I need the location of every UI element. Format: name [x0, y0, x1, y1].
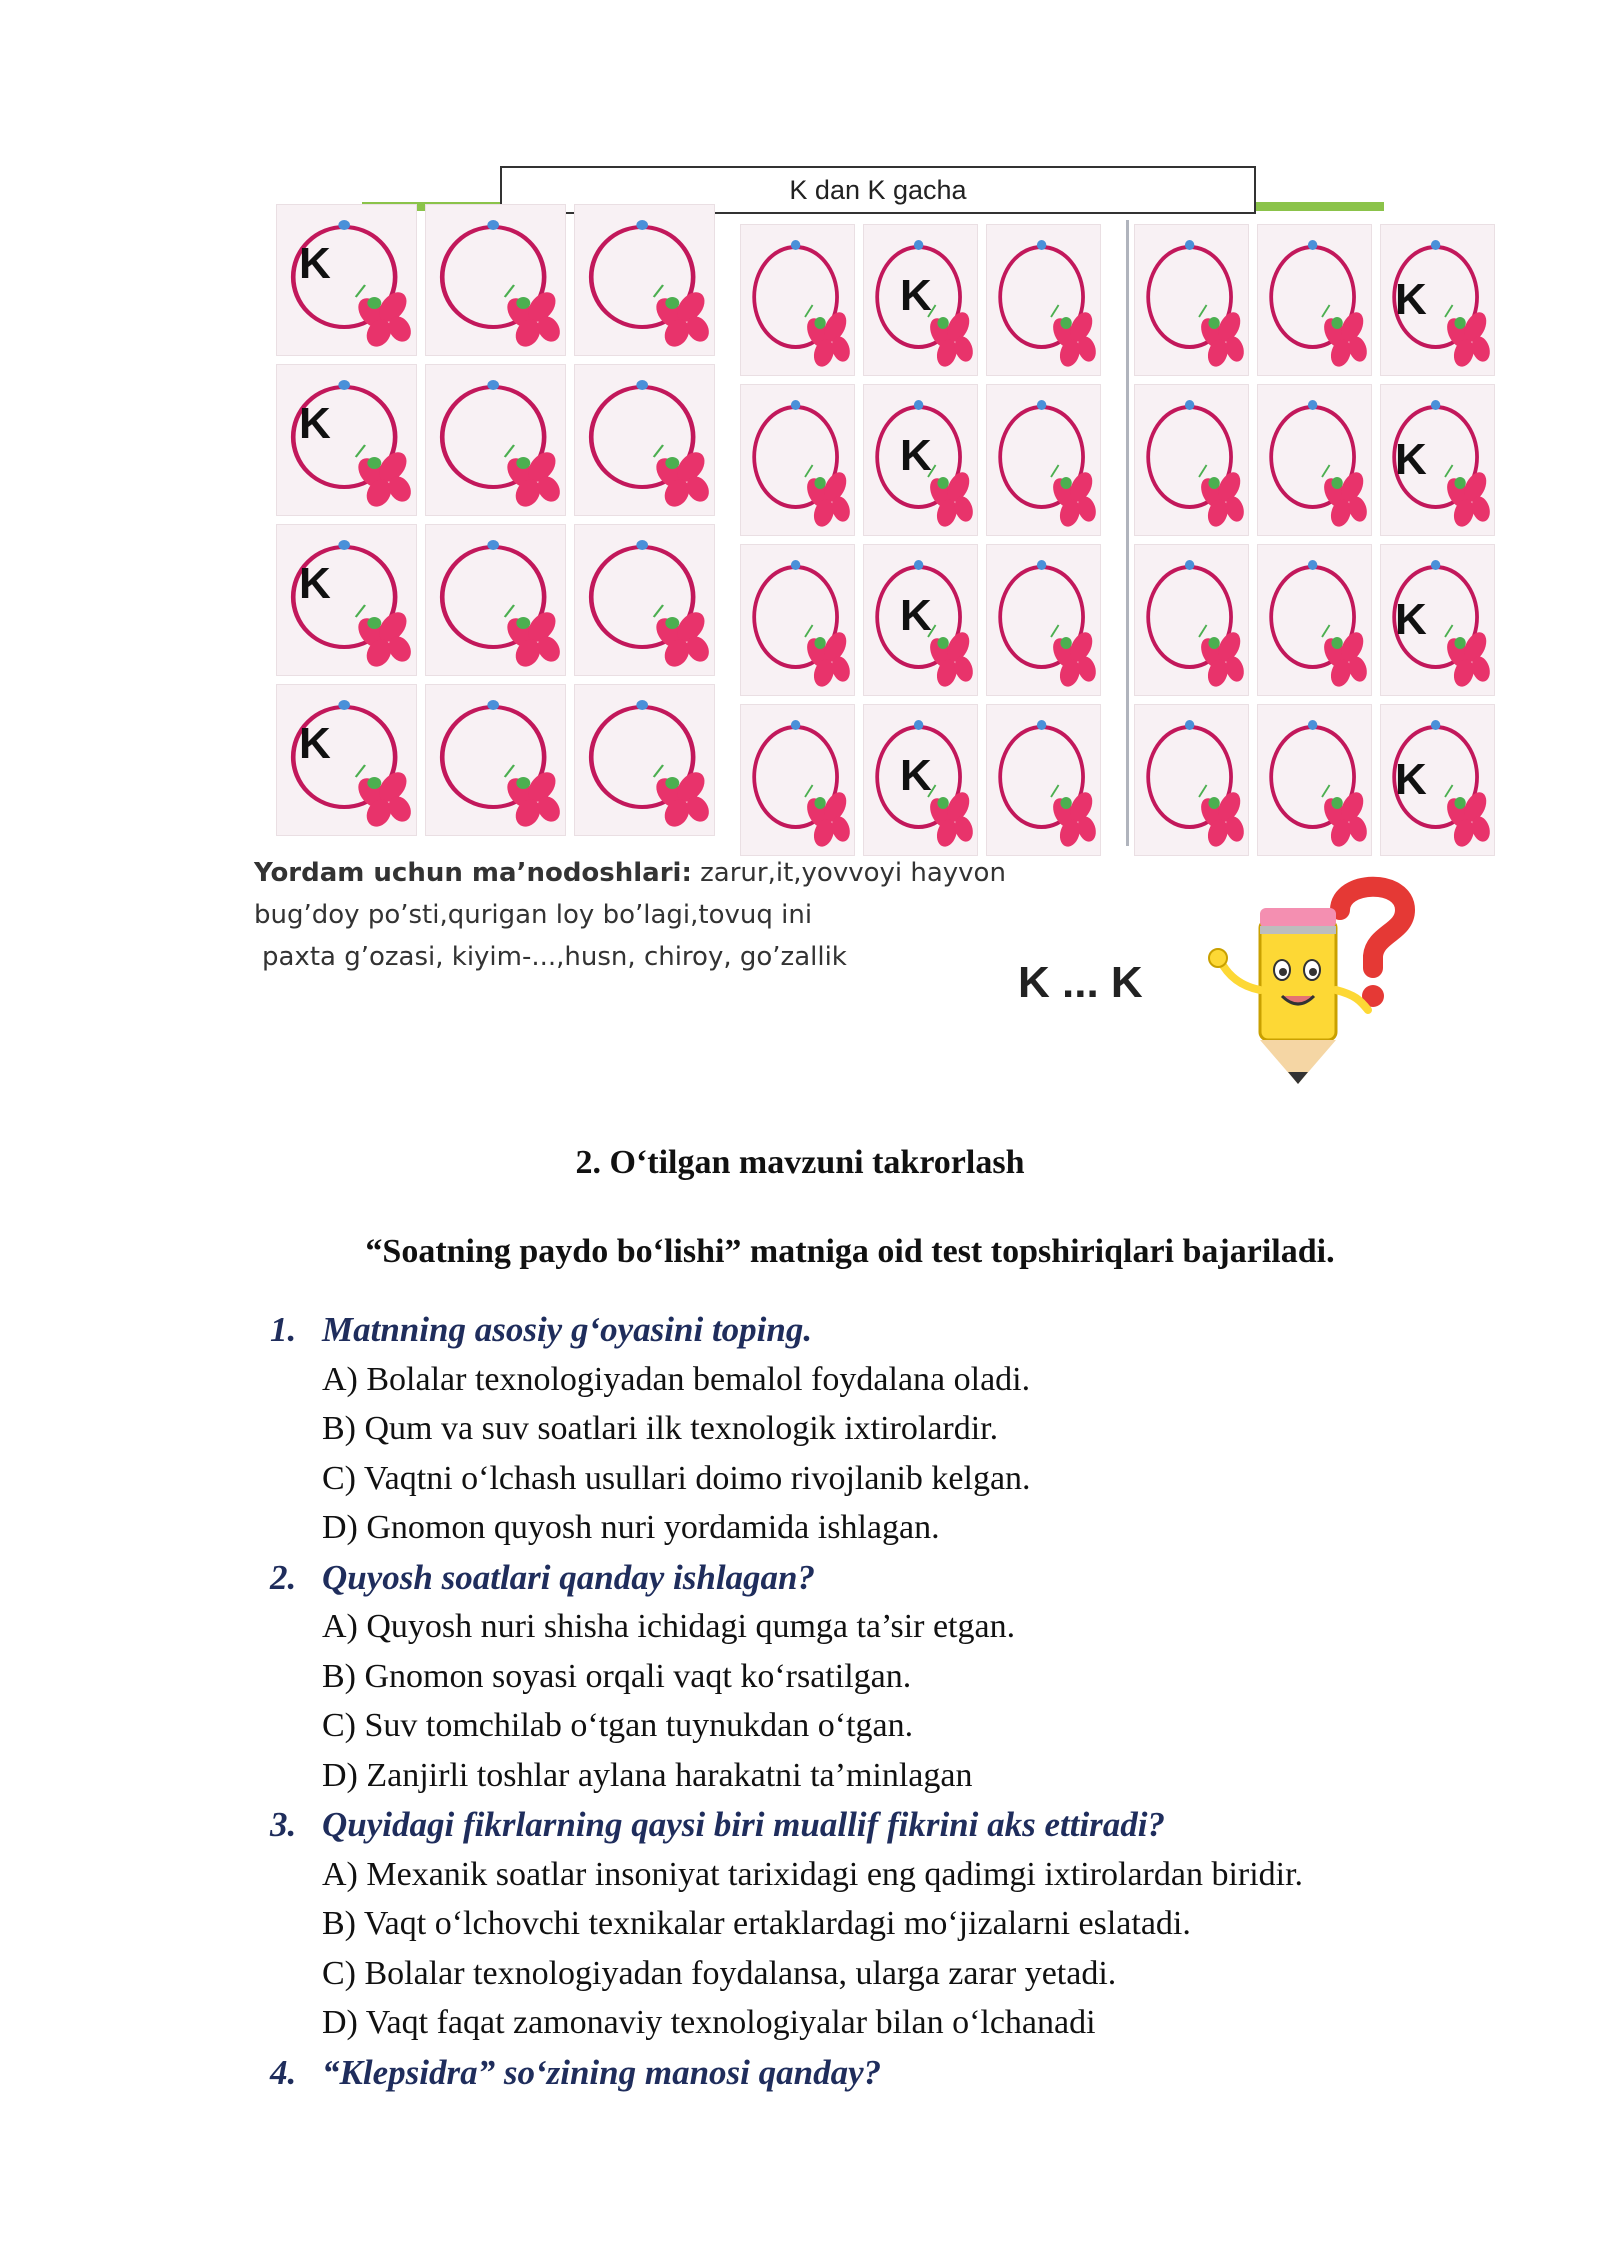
question-heading	[270, 2048, 1470, 2098]
flower-wreath-icon	[575, 685, 714, 835]
puzzle-letter: K	[299, 559, 331, 608]
puzzle-cell	[574, 364, 715, 516]
answer-option: D) Gnomon quyosh nuri yordamida ishlagan.	[322, 1509, 940, 1546]
flower-wreath-icon	[1135, 385, 1248, 535]
flower-wreath-icon	[1258, 545, 1371, 695]
puzzle-cell	[276, 364, 417, 516]
question-block	[270, 1305, 1470, 1553]
puzzle-cell	[276, 524, 417, 676]
puzzle-letter: K	[1395, 435, 1427, 484]
answer-option: D) Zanjirli toshlar aylana harakatni ta’minlagan	[322, 1756, 973, 1794]
puzzle-cell	[1134, 224, 1249, 376]
flower-wreath-icon	[277, 365, 416, 515]
letter-puzzle-figure	[270, 160, 1480, 850]
puzzle-cell	[1257, 544, 1372, 696]
grid-divider	[1126, 220, 1129, 846]
puzzle-letter: K	[1395, 275, 1427, 324]
question-text: Quyosh soatlari qanday ishlagan?	[322, 1557, 816, 1597]
puzzle-letter: K	[900, 591, 932, 640]
puzzle-letter: K	[1395, 755, 1427, 804]
hints-line-2: bug’doy po’sti,qurigan loy bo’lagi,tovuq ini	[254, 900, 813, 930]
puzzle-grid-left	[276, 204, 715, 836]
flower-wreath-icon	[987, 545, 1100, 695]
flower-wreath-icon	[1135, 545, 1248, 695]
puzzle-grid-middle	[740, 224, 1101, 856]
flower-wreath-icon	[741, 225, 854, 375]
puzzle-cell	[740, 384, 855, 536]
flower-wreath-icon	[987, 225, 1100, 375]
answer-option: A) Mexanik soatlar insoniyat tarixidagi eng qadimgi ixtirolardan biridir.	[322, 1855, 1304, 1893]
flower-wreath-icon	[426, 365, 565, 515]
puzzle-cell	[863, 224, 978, 376]
flower-wreath-icon	[1258, 705, 1371, 855]
answer-option: B) Qum va suv soatlari ilk texnologik ixtirolardir.	[322, 1410, 999, 1447]
question-number: 2.	[270, 1557, 297, 1597]
puzzle-cell	[1257, 224, 1372, 376]
flower-wreath-icon	[277, 685, 416, 835]
puzzle-cell	[1380, 544, 1495, 696]
answer-option: A) Quyosh nuri shisha ichidagi qumga ta’sir etgan.	[322, 1608, 1016, 1645]
question-block	[270, 1800, 1470, 2048]
k-dots-k: K ... K	[1018, 958, 1143, 1007]
answer-option: D) Vaqt faqat zamonaviy texnologiyalar bilan o‘lchanadi	[322, 2004, 1096, 2041]
question-number: 1.	[270, 1310, 297, 1349]
question-text: “Klepsidra” so‘zining manosi qanday?	[322, 2052, 882, 2092]
flower-wreath-icon	[741, 545, 854, 695]
flower-wreath-icon	[1258, 385, 1371, 535]
flower-wreath-icon	[426, 525, 565, 675]
flower-wreath-icon	[987, 705, 1100, 855]
puzzle-cell	[740, 224, 855, 376]
answer-option: A) Bolalar texnologiyadan bemalol foydalana oladi.	[322, 1360, 1031, 1398]
puzzle-cell	[863, 544, 978, 696]
question-heading	[270, 1305, 1470, 1355]
question-text: Quyidagi fikrlarning qaysi biri muallif fikrini aks ettiradi?	[322, 1805, 1166, 1844]
answer-option: B) Vaqt o‘lchovchi texnikalar ertaklardagi mo‘jizalarni eslatadi.	[322, 1905, 1191, 1942]
section-subtitle: “Soatning paydo bo‘lishi” matniga oid test topshiriqlari bajariladi.	[365, 1233, 1335, 1270]
puzzle-letter: K	[900, 431, 932, 480]
flower-wreath-icon	[987, 385, 1100, 535]
flower-wreath-icon	[426, 685, 565, 835]
puzzle-cell	[1380, 704, 1495, 856]
puzzle-grid-right	[1134, 224, 1495, 856]
puzzle-cell	[574, 524, 715, 676]
hints-block	[254, 852, 1074, 978]
puzzle-cell	[574, 684, 715, 836]
answer-option: C) Bolalar texnologiyadan foydalansa, ularga zarar yetadi.	[322, 1954, 1117, 1992]
puzzle-cell	[740, 544, 855, 696]
flower-wreath-icon	[1258, 225, 1371, 375]
flower-wreath-icon	[741, 705, 854, 855]
answer-option: C) Vaqtni o‘lchash usullari doimo rivojlanib kelgan.	[322, 1459, 1031, 1497]
puzzle-cell	[1257, 704, 1372, 856]
flower-wreath-icon	[1135, 225, 1248, 375]
puzzle-letter: K	[299, 719, 331, 768]
flower-wreath-icon	[741, 385, 854, 535]
hints-line-3: paxta g’ozasi, kiyim-...,husn, chiroy, go’zallik	[262, 942, 847, 972]
puzzle-cell	[1257, 384, 1372, 536]
question-block	[270, 1553, 1470, 1801]
puzzle-cell	[986, 224, 1101, 376]
puzzle-cell	[986, 384, 1101, 536]
puzzle-cell	[276, 684, 417, 836]
question-heading	[270, 1553, 1470, 1603]
puzzle-cell	[425, 684, 566, 836]
puzzle-cell	[1380, 384, 1495, 536]
green-bar-right	[1254, 202, 1384, 211]
question-text: Matnning asosiy g‘oyasini toping.	[322, 1310, 813, 1349]
puzzle-cell	[425, 524, 566, 676]
hints-line-1	[254, 852, 1074, 894]
flower-wreath-icon	[575, 205, 714, 355]
hints-label: Yordam uchun ma’nodoshlari:	[254, 858, 692, 888]
puzzle-cell	[863, 384, 978, 536]
puzzle-cell	[574, 204, 715, 356]
flower-wreath-icon	[575, 365, 714, 515]
puzzle-letter: K	[299, 399, 331, 448]
puzzle-cell	[276, 204, 417, 356]
answer-option: C) Suv tomchilab o‘tgan tuynukdan o‘tgan.	[322, 1707, 914, 1744]
puzzle-cell	[986, 704, 1101, 856]
answer-option: B) Gnomon soyasi orqali vaqt ko‘rsatilgan.	[322, 1657, 912, 1695]
puzzle-cell	[986, 544, 1101, 696]
puzzle-letter: K	[900, 271, 932, 320]
puzzle-cell	[1380, 224, 1495, 376]
puzzle-cell	[425, 204, 566, 356]
puzzle-letter: K	[900, 751, 932, 800]
pencil-mascot-icon	[1190, 870, 1430, 1090]
puzzle-title: K dan K gacha	[500, 166, 1256, 214]
question-block	[270, 2048, 1470, 2098]
question-number: 4.	[270, 2052, 297, 2092]
puzzle-cell	[1134, 704, 1249, 856]
puzzle-cell	[740, 704, 855, 856]
flower-wreath-icon	[426, 205, 565, 355]
puzzle-cell	[863, 704, 978, 856]
flower-wreath-icon	[1135, 705, 1248, 855]
question-number: 3.	[270, 1805, 297, 1844]
flower-wreath-icon	[277, 205, 416, 355]
section-title: 2. O‘tilgan mavzuni takrorlash	[575, 1144, 1025, 1181]
puzzle-letter: K	[299, 239, 331, 288]
question-heading	[270, 1800, 1470, 1850]
flower-wreath-icon	[277, 525, 416, 675]
puzzle-cell	[1134, 384, 1249, 536]
puzzle-cell	[1134, 544, 1249, 696]
puzzle-letter: K	[1395, 595, 1427, 644]
question-list	[270, 1305, 1470, 2097]
hints-text-1: zarur,it,yovvoyi hayvon	[700, 858, 1006, 888]
flower-wreath-icon	[575, 525, 714, 675]
puzzle-cell	[425, 364, 566, 516]
